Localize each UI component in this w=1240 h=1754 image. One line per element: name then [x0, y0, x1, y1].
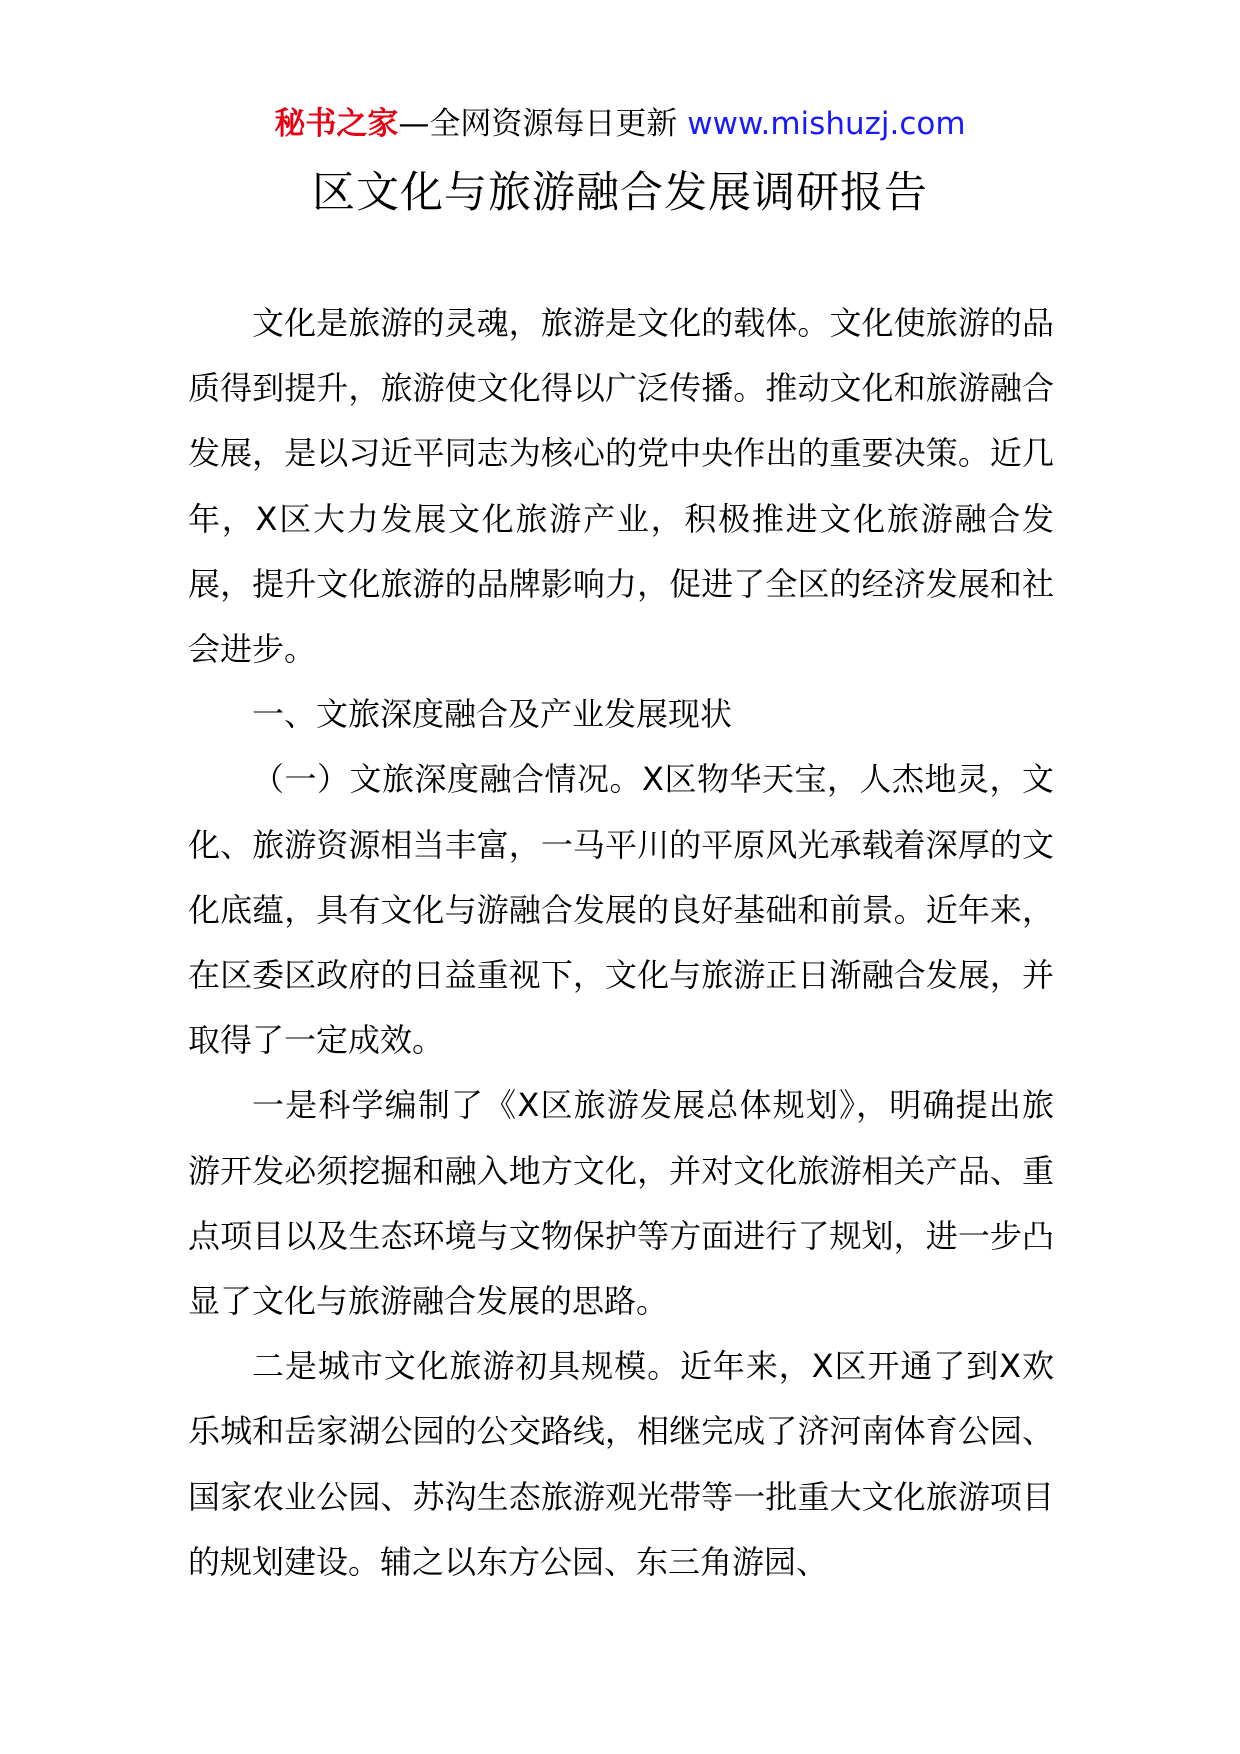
- site-url-link[interactable]: www.mishuzj.com: [687, 106, 966, 142]
- document-body: [188, 291, 1054, 1595]
- header-tagline: —全网资源每日更新: [398, 106, 678, 142]
- point-one-paragraph: 一是科学编制了《X区旅游发展总体规划》，明确提出旅游开发必须挖掘和融入地方文化，并对文化旅游相关产品、重点项目以及生态环境与文物保护等方面进行了规划，进一步凸显了文化与旅游融合发展的思路。: [188, 1086, 1054, 1321]
- subsection-paragraph: （一）文旅深度融合情况。X区物华天宝，人杰地灵，文化、旅游资源相当丰富，一马平川的平原风光承载着深厚的文化底蕴，具有文化与游融合发展的良好基础和前景。近年来，在区委区政府的日益重视下，文化与旅游正日渐融合发展，并取得了一定成效。: [188, 760, 1054, 1060]
- point-two-paragraph: 二是城市文化旅游初具规模。近年来，X区开通了到X欢乐城和岳家湖公园的公交路线，相继完成了济河南体育公园、国家农业公园、苏沟生态旅游观光带等一批重大文化旅游项目的规划建设。辅之以东方公园、东三角游园、: [188, 1347, 1054, 1581]
- site-header: [0, 100, 1240, 148]
- intro-paragraph: 文化是旅游的灵魂，旅游是文化的载体。文化使旅游的品质得到提升，旅游使文化得以广泛传播。推动文化和旅游融合发展，是以习近平同志为核心的党中央作出的重要决策。近几年，X区大力发展文化旅游产业，积极推进文化旅游融合发展，提升文化旅游的品牌影响力，促进了全区的经济发展和社会进步。: [188, 304, 1054, 669]
- brand-name: 秘书之家: [274, 106, 399, 142]
- document-title: 区文化与旅游融合发展调研报告: [312, 168, 928, 218]
- section-heading: 一、文旅深度融合及产业发展现状: [252, 695, 733, 734]
